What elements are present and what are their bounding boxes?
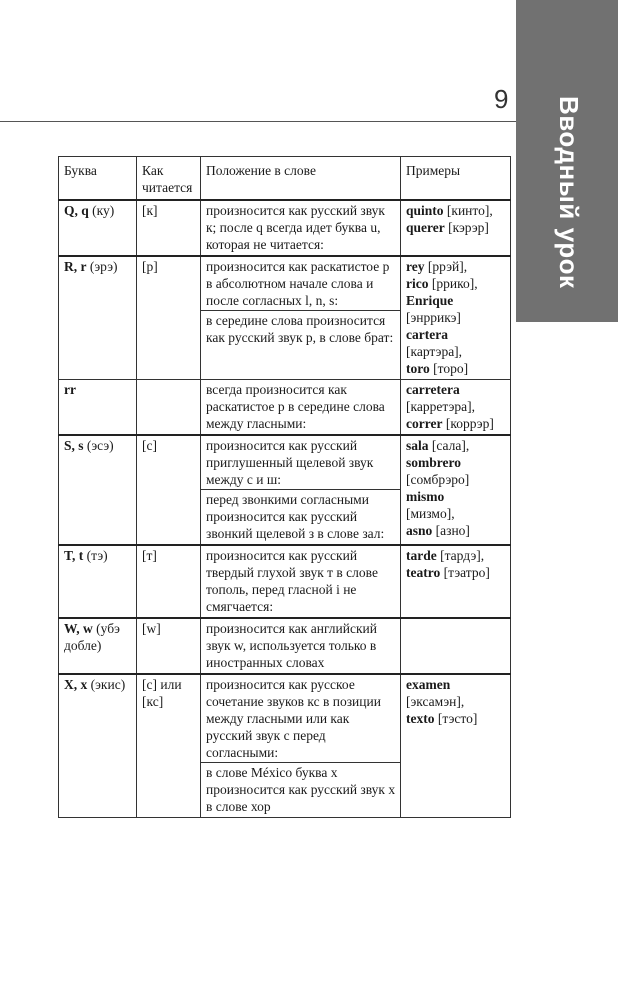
- letter-pronunciation: (убэ добле): [64, 621, 120, 653]
- position-text: всегда произносится как раскатистое р в середине слова между гласными:: [206, 382, 385, 431]
- table-row: [59, 545, 511, 618]
- example-line: [406, 326, 506, 343]
- table-row: [59, 435, 511, 545]
- example-transcription: [азно]: [432, 523, 470, 538]
- example-transcription: [тардэ],: [436, 548, 485, 563]
- reading-cell: [р]: [137, 256, 201, 380]
- letter-name: T, t: [64, 548, 84, 563]
- letter-name: R, r: [64, 259, 87, 274]
- example-line: [406, 292, 506, 309]
- example-line: [406, 693, 506, 710]
- letter-cell: [59, 435, 137, 545]
- letter-name: Q, q: [64, 203, 89, 218]
- position-cell: [201, 380, 401, 436]
- example-line: [406, 676, 506, 693]
- example-word: asno: [406, 523, 433, 538]
- examples-cell: [401, 674, 511, 818]
- example-transcription: [мизмо],: [406, 506, 455, 521]
- letter-pronunciation: (эрэ): [86, 259, 118, 274]
- examples-cell: [401, 545, 511, 618]
- example-word: querer: [406, 220, 445, 235]
- example-word: quinto: [406, 203, 444, 218]
- header-reading: Как читается: [137, 157, 201, 201]
- position-text: произносится как русский звук к; после q всегда идет буква u, которая не читается:: [206, 203, 385, 252]
- example-line: [406, 343, 506, 360]
- example-transcription: [коррэр]: [442, 416, 494, 431]
- example-line: [406, 360, 506, 377]
- example-transcription: [ррико],: [428, 276, 478, 291]
- position-cell: [201, 256, 401, 380]
- position-cell: [201, 618, 401, 674]
- position-text: произносится как раскатистое р в абсолютном начале слова и после согласных l, n, s:: [206, 259, 390, 308]
- table-row: [59, 674, 511, 818]
- example-word: correr: [406, 416, 443, 431]
- example-transcription: [эксамэн],: [406, 694, 465, 709]
- example-transcription: [тэсто]: [434, 711, 478, 726]
- examples-cell: [401, 256, 511, 380]
- example-word: Enrique: [406, 293, 454, 308]
- example-line: [406, 564, 506, 581]
- reading-cell: [т]: [137, 545, 201, 618]
- example-line: [406, 547, 506, 564]
- example-line: [406, 454, 506, 471]
- header-position: Положение в слове: [201, 157, 401, 201]
- example-word: rey: [406, 259, 425, 274]
- example-transcription: [кинто],: [443, 203, 493, 218]
- example-transcription: [сомбрэро]: [406, 472, 470, 487]
- letter-pronunciation: (тэ): [83, 548, 108, 563]
- example-word: cartera: [406, 327, 448, 342]
- reading-cell: [137, 380, 201, 436]
- example-line: [406, 488, 506, 505]
- reading-cell: [с]: [137, 435, 201, 545]
- example-line: [406, 398, 506, 415]
- table-row: [59, 380, 511, 436]
- letter-cell: [59, 545, 137, 618]
- position-cell: [201, 200, 401, 256]
- example-line: [406, 309, 506, 326]
- example-word: carretera: [406, 382, 460, 397]
- position-text: произносится как русский твердый глухой звук т в слове тополь, перед гласной i не смягчается:: [206, 548, 378, 614]
- table-header-row: [59, 157, 511, 201]
- examples-cell: [401, 380, 511, 436]
- letter-name: S, s: [64, 438, 84, 453]
- example-word: examen: [406, 677, 451, 692]
- phonetics-table: [58, 156, 511, 818]
- table-body: [59, 200, 511, 818]
- example-line: [406, 381, 506, 398]
- table-row: [59, 618, 511, 674]
- header-rule: [0, 121, 516, 122]
- examples-cell: [401, 435, 511, 545]
- example-word: teatro: [406, 565, 441, 580]
- position-text: в слове México буква x произносится как русский звук х в слове хор: [201, 762, 400, 815]
- example-word: sala: [406, 438, 429, 453]
- example-transcription: [карретэра],: [406, 399, 475, 414]
- example-transcription: [энррикэ]: [406, 310, 461, 325]
- letter-pronunciation: (экис): [87, 677, 126, 692]
- reading-cell: [к]: [137, 200, 201, 256]
- position-text: перед звонкими согласными произносится как русский звонкий щелевой з в слове зал:: [201, 489, 400, 542]
- letter-pronunciation: (эсэ): [83, 438, 114, 453]
- example-word: toro: [406, 361, 430, 376]
- example-line: [406, 505, 506, 522]
- example-line: [406, 202, 506, 219]
- position-text: произносится как русский приглушенный щелевой звук между с и ш:: [206, 438, 374, 487]
- letter-name: rr: [64, 382, 76, 397]
- header-letter: Буква: [59, 157, 137, 201]
- letter-name: X, x: [64, 677, 88, 692]
- section-title: Вводный урок: [554, 96, 584, 289]
- example-word: tarde: [406, 548, 437, 563]
- table-row: [59, 256, 511, 380]
- example-word: mismo: [406, 489, 445, 504]
- letter-name: W, w: [64, 621, 93, 636]
- letter-pronunciation: (ку): [88, 203, 115, 218]
- section-side-tab: [516, 0, 618, 322]
- example-line: [406, 437, 506, 454]
- example-line: [406, 219, 506, 236]
- reading-cell: [с] или [кс]: [137, 674, 201, 818]
- example-line: [406, 471, 506, 488]
- letter-cell: [59, 200, 137, 256]
- example-word: sombrero: [406, 455, 461, 470]
- letter-cell: [59, 380, 137, 436]
- header-examples: Примеры: [401, 157, 511, 201]
- table-row: [59, 200, 511, 256]
- examples-cell: [401, 200, 511, 256]
- letter-cell: [59, 256, 137, 380]
- example-line: [406, 258, 506, 275]
- example-line: [406, 710, 506, 727]
- example-transcription: [кэрэр]: [444, 220, 489, 235]
- example-line: [406, 522, 506, 539]
- example-transcription: [сала],: [428, 438, 470, 453]
- example-transcription: [торо]: [429, 361, 469, 376]
- letter-cell: [59, 674, 137, 818]
- example-transcription: [ррэй],: [424, 259, 468, 274]
- example-word: texto: [406, 711, 435, 726]
- position-text: произносится как русское сочетание звуков кс в позиции между гласными или как русский звук с перед согласными:: [206, 677, 381, 760]
- position-cell: [201, 545, 401, 618]
- letter-cell: [59, 618, 137, 674]
- position-cell: [201, 435, 401, 545]
- example-transcription: [тэатро]: [440, 565, 490, 580]
- example-word: rico: [406, 276, 429, 291]
- position-text: произносится как английский звук w, используется только в иностранных словах: [206, 621, 377, 670]
- page-number: 9: [494, 84, 509, 114]
- example-transcription: [картэра],: [406, 344, 463, 359]
- reading-cell: [w]: [137, 618, 201, 674]
- example-line: [406, 415, 506, 432]
- examples-cell: [401, 618, 511, 674]
- example-line: [406, 275, 506, 292]
- position-cell: [201, 674, 401, 818]
- position-text: в середине слова произносится как русский звук р, в слове брат:: [201, 310, 400, 346]
